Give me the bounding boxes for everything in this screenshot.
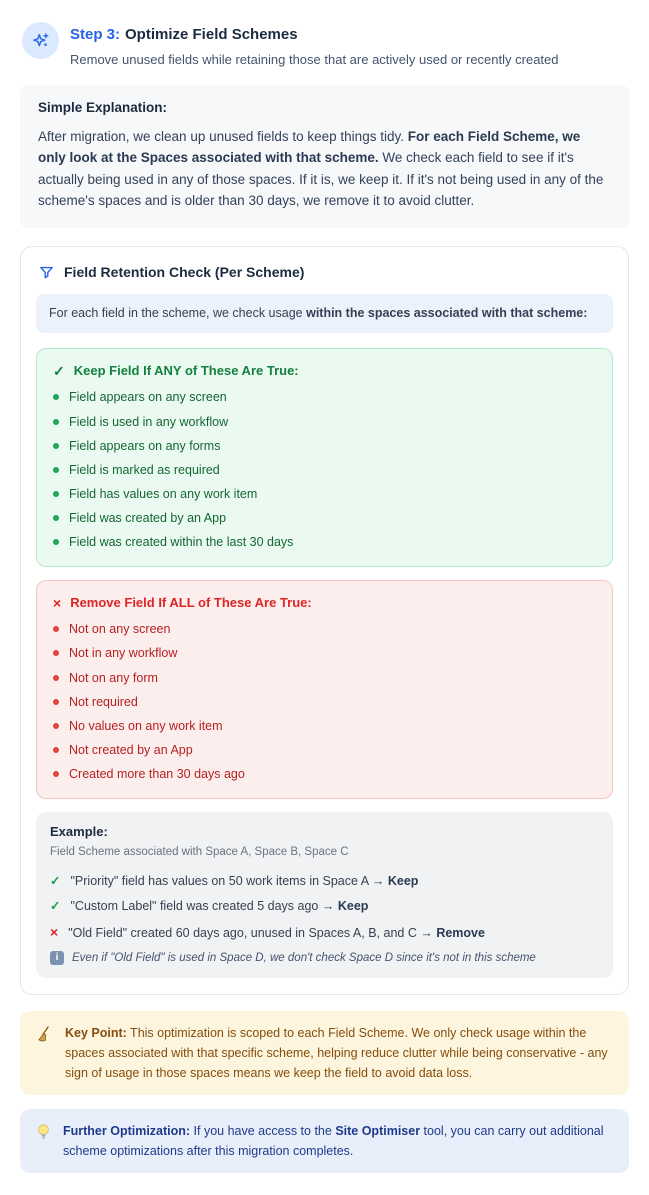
page-subtitle: Remove unused fields while retaining those that are actively used or recently created [70, 51, 559, 67]
bullet-dot-icon [53, 747, 59, 753]
key-point-callout [20, 1011, 629, 1095]
remove-rule-text: No values on any work item [69, 718, 223, 733]
keep-rules-box [36, 348, 613, 567]
scope-note-bold: within the spaces associated with that scheme: [306, 305, 588, 320]
remove-rule-item [51, 617, 598, 641]
example-text: "Priority" field has values on 50 work items in Space A → [70, 873, 388, 888]
keep-rule-item [51, 506, 598, 530]
cross-icon: × [53, 594, 62, 611]
example-text: "Old Field" created 60 days ago, unused in Spaces A, B, and C → [68, 925, 437, 940]
keep-rule-text: Field appears on any forms [69, 438, 221, 453]
explanation-text-2: We check each field to see if it's actually being used in any of those spaces. If it is, we keep it. If it's not being used in any of the scheme's spaces and is older than 30 days, we remove it to avoid clutter. [38, 150, 604, 209]
scope-note-text: For each field in the scheme, we check usage [49, 305, 307, 320]
bullet-dot-icon [53, 515, 59, 521]
explanation-text-bold: For each Field Scheme, we only look at the Spaces associated with that scheme. [38, 128, 581, 166]
broom-icon [35, 1023, 54, 1083]
cross-icon: × [50, 923, 59, 940]
example-row-text [70, 897, 368, 915]
further-bold-tool: Site Optimiser [335, 1123, 421, 1138]
example-result: Keep [337, 898, 369, 913]
keep-rule-text: Field is marked as required [69, 462, 220, 477]
remove-rules-header [53, 595, 598, 610]
keep-rule-text: Field appears on any screen [69, 390, 227, 405]
further-text-2: tool, you can carry out additional scheme optimizations after this migration completes. [63, 1123, 604, 1158]
keep-rule-item [51, 530, 598, 554]
explanation-title: Simple Explanation: [38, 99, 168, 115]
further-optimization-callout [20, 1109, 629, 1173]
remove-rules-box [36, 580, 613, 799]
info-icon: i [50, 951, 64, 965]
key-point-text: This optimization is scoped to each Field Scheme. We only check usage within the spaces associated with that specific scheme, helping reduce clutter while being conservative - any sign of usage in those spaces means we keep the field to avoid data loss. [65, 1025, 608, 1080]
remove-rules-title: Remove Field If ALL of These Are True: [70, 595, 312, 611]
field-retention-card [20, 246, 629, 995]
example-result: Keep [387, 873, 419, 888]
lightbulb-icon [35, 1121, 52, 1161]
keep-rule-item [51, 410, 598, 434]
check-icon: ✓ [50, 873, 61, 888]
example-row [50, 918, 599, 945]
page-title [70, 22, 559, 45]
remove-rule-text: Not required [69, 694, 138, 709]
example-box [36, 812, 613, 978]
example-title: Example: [50, 824, 108, 840]
bullet-dot-icon [53, 626, 59, 632]
step-label: Step 3: [70, 26, 121, 43]
step-header [22, 22, 629, 67]
example-note [50, 951, 599, 965]
example-row-text [68, 924, 485, 942]
bullet-dot-icon [53, 419, 59, 425]
remove-rule-item [51, 762, 598, 786]
further-text-1: If you have access to the [190, 1123, 336, 1138]
keep-rule-text: Field has values on any work item [69, 486, 258, 501]
example-text: "Custom Label" field was created 5 days ago → [70, 898, 338, 913]
bullet-dot-icon [53, 467, 59, 473]
card-title: Field Retention Check (Per Scheme) [64, 264, 305, 281]
example-row [50, 868, 599, 893]
further-text-block [63, 1121, 614, 1161]
keep-rule-text: Field was created by an App [69, 511, 227, 525]
card-header [38, 264, 613, 281]
explanation-text-1: After migration, we clean up unused fields to keep things tidy. [38, 128, 408, 144]
remove-rule-item [51, 738, 598, 762]
bullet-dot-icon [53, 394, 59, 400]
key-point-text-block [65, 1023, 614, 1083]
keep-rule-item [51, 385, 598, 409]
keep-rule-text: Field is used in any workflow [69, 414, 229, 429]
remove-rule-text: Not in any workflow [69, 646, 178, 661]
explanation-body [38, 126, 611, 212]
example-note-text: Even if "Old Field" is used in Space D, we don't check Space D since it's not in this scheme [72, 951, 536, 964]
example-row-text [70, 872, 418, 890]
sparkle-icon [22, 22, 59, 59]
bullet-dot-icon [53, 723, 59, 729]
bullet-dot-icon [53, 539, 59, 545]
bullet-dot-icon [53, 443, 59, 449]
remove-rule-item [51, 714, 598, 738]
keep-rule-item [51, 482, 598, 506]
example-result: Remove [436, 925, 485, 940]
check-icon: ✓ [53, 362, 65, 379]
keep-rule-item [51, 458, 598, 482]
key-point-label: Key Point: [65, 1025, 127, 1040]
bullet-dot-icon [53, 675, 59, 681]
bullet-dot-icon [53, 650, 59, 656]
title-text: Optimize Field Schemes [125, 26, 298, 43]
simple-explanation-box [20, 85, 629, 228]
bullet-dot-icon [53, 771, 59, 777]
bullet-dot-icon [53, 699, 59, 705]
scheme-scope-note [36, 294, 613, 334]
keep-rules-header [53, 363, 598, 378]
remove-rule-item [51, 690, 598, 714]
keep-rule-text: Field was created within the last 30 days [69, 535, 294, 550]
remove-rule-text: Created more than 30 days ago [69, 767, 245, 781]
header-text [70, 22, 559, 67]
remove-rule-text: Not created by an App [69, 742, 193, 757]
keep-rule-item [51, 434, 598, 458]
remove-rule-text: Not on any screen [69, 622, 171, 637]
bullet-dot-icon [53, 491, 59, 497]
funnel-icon [38, 264, 55, 281]
keep-rules-title: Keep Field If ANY of These Are True: [73, 363, 299, 379]
remove-rule-text: Not on any form [69, 670, 158, 685]
example-row [50, 893, 599, 918]
example-subtitle: Field Scheme associated with Space A, Space B, Space C [50, 846, 349, 859]
remove-rule-item [51, 666, 598, 690]
remove-rule-item [51, 641, 598, 665]
further-label: Further Optimization: [63, 1123, 191, 1138]
check-icon: ✓ [50, 898, 61, 913]
